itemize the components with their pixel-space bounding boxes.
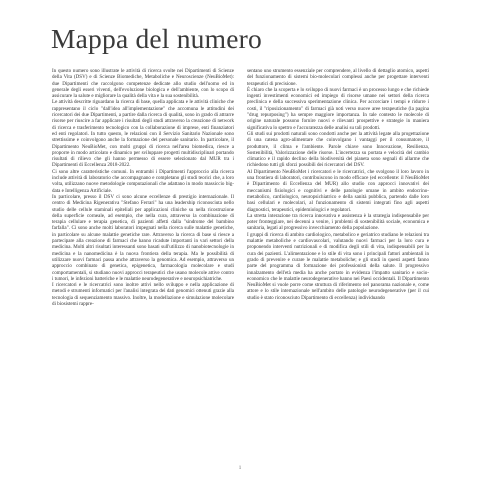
page-title: Mappa del numero <box>51 23 262 54</box>
paragraph: Gli studi sui prodotti naturali sono condotti anche per la attività legate alla progettazione di una catena agro-alimentare che coinvolgano i vantaggi per il consumatore, il produttore, il clima e l'ambiente. Parole chiave sono Innovazione, Resilienza, Sostenibilità, Valorizzazione delle risorse. L'incertezza su portata e velocità del cambio climatico e il rapido declino della biodiversità del pianeta sono segnali di allarme che richiedono tutti gli sforzi possibili dei ricercatori del DSV. <box>247 130 429 169</box>
left-text-column <box>52 68 234 464</box>
paragraph: I ricercatori e le ricercatrici sono inoltre attivi nello sviluppo e nella applicazione di metodi e strumenti informatici per l'analisi integrata dei dati genomici ottenuti grazie alla tecnologia di sequenziamento massivo. Inoltre, la modellazione e simulazione molecolare di biosistemi rappre- <box>52 282 234 307</box>
paragraph: La stretta interazione tra ricerca innovativa e assistenza è la strategia indispensabile per poter fronteggiare, nei decenni a venire, i problemi di sostenibilità sociale, economica e sanitaria, legati al progressivo invecchiamento della popolazione. <box>247 212 429 232</box>
paragraph: Al Dipartimento NeuBioMet i ricercatori e le ricercatrici, che svolgono il loro lavoro in una frontiera di laboratori, contribuiscono in modo efficace (ed eccellente: il NeuBioMet è Dipartimento di Eccellenza del MUR) allo studio con approcci innovativi dei meccanismi fisiologici e cognitivi e delle patologie umane in ambito endocrino-metabolico, cardiologico, neuropsichiatrico e della sanità pubblica, partendo dalle loro basi cellulari e molecolari, al funzionamento di sistemi integrati fino agli aspetti diagnostici, terapeutici, epidemiologici e regolatori. <box>247 168 429 213</box>
paragraph: sentano uno strumento essenziale per comprendere, al livello di dettaglio atomico, aspetti del funzionamento di sistemi bio-molecolari complessi anche per progettare interventi terapeutici di precisione. <box>247 68 429 87</box>
paragraph: È chiaro che la scoperta e lo sviluppo di nuovi farmaci è un processo lungo e che richiede ingenti investimenti economici ed impiego di risorse umane nei settori della ricerca preclinica e della successiva sperimentazione clinica. Per accorciare i tempi e ridurre i costi, il "riposizionamento" di farmaci già noti verso nuove aree terapeutiche (la pagina "drug repurposing") ha sempre maggiore importanza. In tale contesto le molecole di origine naturale possono fornire nuovi e rilevanti prospettive e strategie in maniera significativa lo spettro e l'accuratezza delle analisi su tali prodotti. <box>247 86 429 131</box>
page-number: 1 <box>238 466 242 471</box>
paragraph: I gruppi di ricerca di ambito cardiologico, metabolico e geriatrico studiano le relazioni tra malattie metaboliche e cardiovascolari, valutando nuovi farmaci per la loro cura e proponendo interventi nutrizionali e di modifica degli stili di vita, indispensabili per la cura dei pazienti. L'alimentazione e lo stile di vita sono i principali fattori ambientali in grado di prevenire e curare le malattie metaboliche; e gli studi in questi aspetti fanno parte del programma di formazione dei professionisti della salute. Il progressivo innalzamento dell'età media ha anche portato in evidenza l'impatto sanitario e socio-economico che le malattie neurodegenerative hanno nei Paesi occidentali. Il Dipartimento NeuBioMet si vuole porre come struttura di riferimento nel panorama nazionale e, come attore e lo stile internazionale nell'ambito delle patologie neurodegenerative (per il cui studio è stato riconosciuto Dipartimento di eccellenza) individuando <box>247 231 429 301</box>
paragraph: In particolare, presso il DSV ci sono alcune eccellenze di prestigio internazionale. Il centro di Medicina Rigenerativa "Stefano Ferrari" ha una leadership riconosciuta nello studio delle cellule staminali epiteliali per applicazioni cliniche su nella ricostruzione della superficie corneale, ad esempio, che nella cura, attraverso la combinazione di terapia cellulare e terapia genetica, di pazienti affetti dalla "sindrome del bambino farfalla". Ci sono anche molti laboratori impegnati nella ricerca sulle malattie genetiche, in particolare su alcune malattie genetiche rare. Attraverso la ricerca di base si riesce a partecipare alla creazione di farmaci che hanno ricadute importanti in vari settori della medicina. Molti altri risultati interessanti sono basati sull'utilizzo di nanobiotecnologie in medicina e la nanomedicina è la nuova frontiera della terapia. Ma le possibilità di utilizzare nuovi farmaci passa anche attraverso la genomica. Ad esempio, attraverso un approccio combinato di genetica, epigenetica, farmacologia molecolare e studi comportamentali, si studiano nuovi approcci terapeutici che usano molecole attive contro i tumori, le infezioni batteriche e le malattie neurodegenerative e neuropsichiatriche. <box>52 193 234 282</box>
paragraph: Ci sono altre caratteristiche comuni. In entrambi i Dipartimenti l'approccio alla ricerca include attività di laboratorio che accompagnano e completano gli studi teorici che, a loro volta, utilizzano nuove metodologie computazionali che adattano in modo massiccio big-data e Intelligenza Artificiale. <box>52 168 234 194</box>
paragraph: Le attività descritte riguardano la ricerca di base, quella applicata e le attività cliniche che rappresentano il ciclo "dall'idea all'implementazione" che accomuna le attitudini dei ricercatori dei due Dipartimenti, a partire dalla ricerca di qualità, sono in grado di attrarre risorse per riuscire a far applicare i risultati degli studi attraverso la creazione di network di ricerca e trasferimento tecnologico con la collaborazione di imprese, enti finanziatori ed enti regolatori. In tutto questo, le relazioni con il Servizio Sanitario Nazionale sono strettissime e coinvolgono anche la formazione del personale sanitario. In particolare, il Dipartimento NeuBioMet, con molti gruppi di ricerca nell'area biomedica, riesce a proporre in modo articolato e dinamico per sviluppare progetti multidisciplinari portando risultati di rilievo che gli hanno permesso di essere selezionato dal MUR tra i Dipartimenti di Eccellenza 2018-2022. <box>52 99 234 169</box>
paragraph: In questo numero sono illustrate le attività di ricerca svolte nei Dipartimenti di Scienze della Vita (DSV) e di Scienze Biomediche, Metaboliche e Neuroscienze (NeuBioMet): due Dipartimenti che raccolgono competenze dedicate allo studio dell'uomo ed in generale degli esseri viventi, dell'evoluzione biologica e dell'ambiente, con lo scopo di assicurare la salute e migliorare la qualità della vita e la sua sostenibilità. <box>52 68 234 100</box>
right-text-column <box>247 68 429 464</box>
